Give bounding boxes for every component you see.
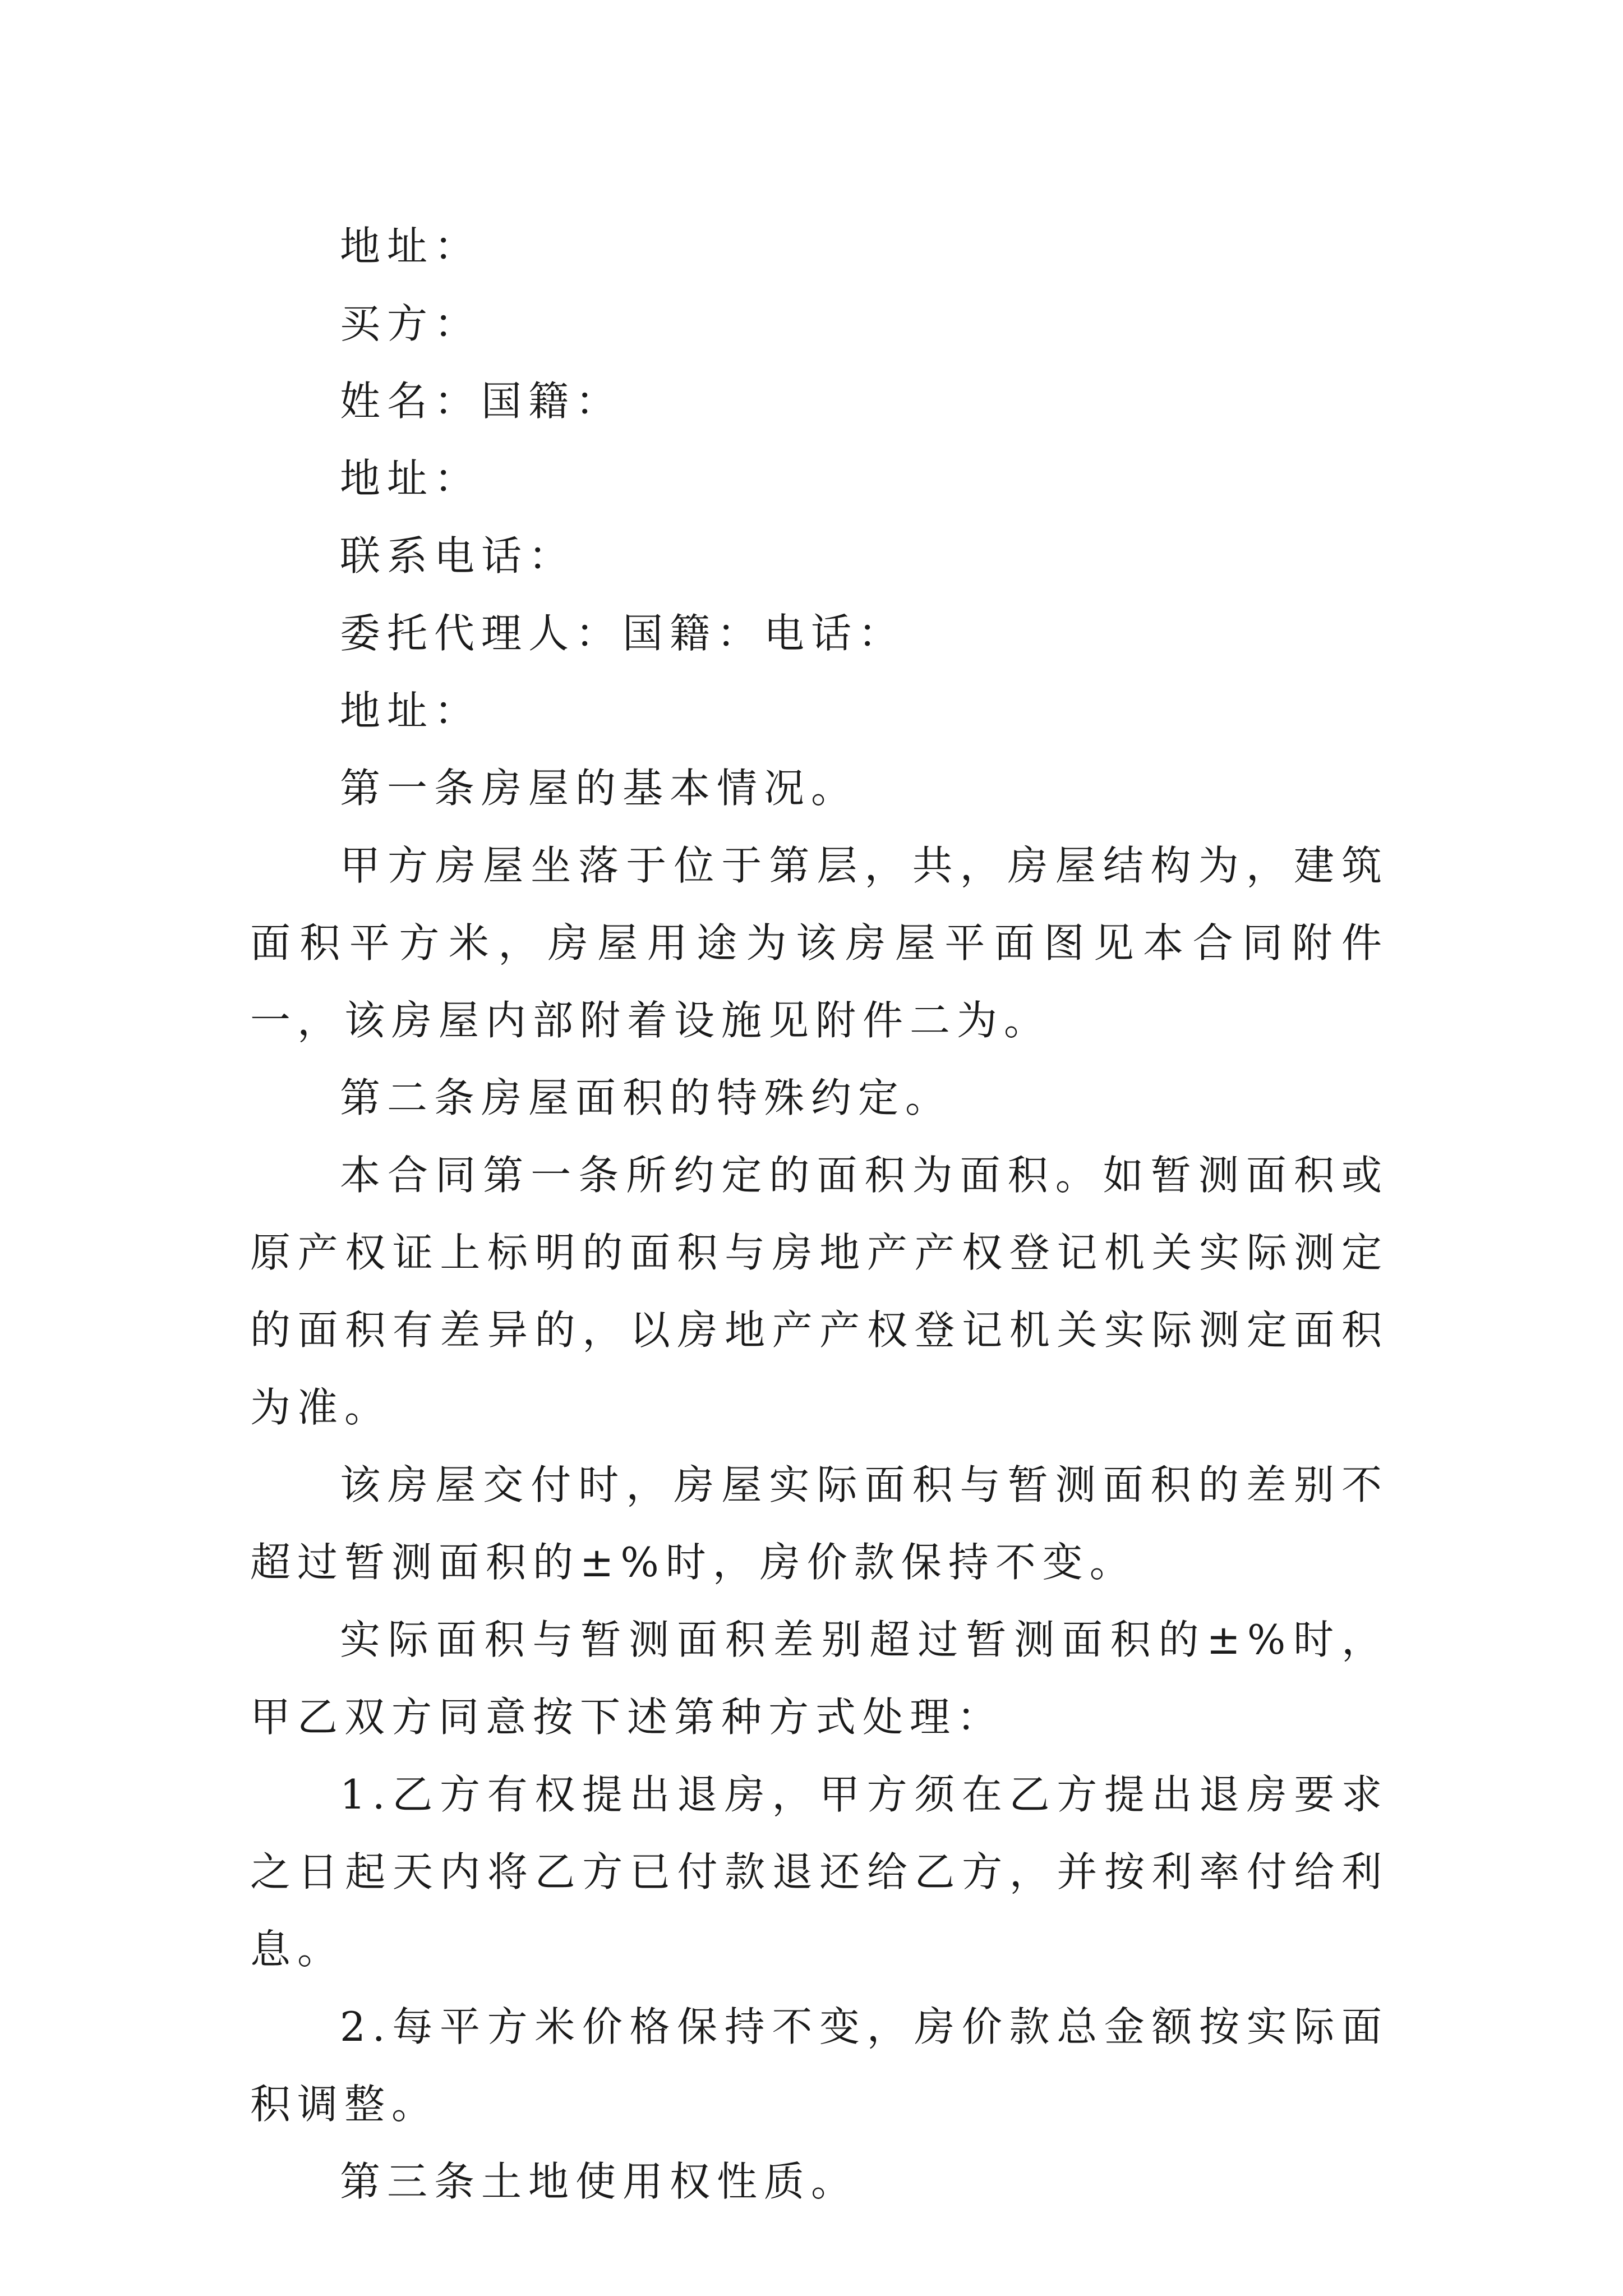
article-2-body: 本合同第一条所约定的面积为面积。如暂测面积或原产权证上标明的面积与房地产产权登记机关实际测定的面积有差异的，以房地产产权登记机关实际测定面积为准。 <box>250 1152 1389 1431</box>
area-excess-clause: 实际面积与暂测面积差别超过暂测面积的±%时，甲乙双方同意按下述第种方式处理： <box>250 1616 1389 1741</box>
seller-address-label: 地址： <box>340 223 482 270</box>
option-1-clause: 1.乙方有权提出退房，甲方须在乙方提出退房要求之日起天内将乙方已付款退还给乙方，并按利率付给利息。 <box>250 1771 1389 1973</box>
contract-body <box>250 208 1389 2220</box>
agent-info-label: 委托代理人：国籍：电话： <box>340 610 906 657</box>
buyer-address-label: 地址： <box>340 455 482 502</box>
area-tolerance-clause: 该房屋交付时，房屋实际面积与暂测面积的差别不超过暂测面积的±%时，房价款保持不变。 <box>250 1461 1389 1586</box>
article-1-body: 甲方房屋坐落于位于第层，共，房屋结构为，建筑面积平方米，房屋用途为该房屋平面图见本合同附件一，该房屋内部附着设施见附件二为。 <box>250 842 1389 1044</box>
article-3-heading: 第三条土地使用权性质。 <box>340 2158 859 2205</box>
agent-address-label: 地址： <box>340 687 482 734</box>
buyer-heading: 买方： <box>340 300 482 347</box>
buyer-phone-label: 联系电话： <box>340 532 576 579</box>
article-2-heading: 第二条房屋面积的特殊约定。 <box>340 1074 953 1121</box>
option-2-clause: 2.每平方米价格保持不变，房价款总金额按实际面积调整。 <box>250 2003 1389 2128</box>
buyer-name-nationality: 姓名：国籍： <box>340 378 623 425</box>
article-1-heading: 第一条房屋的基本情况。 <box>340 765 859 812</box>
